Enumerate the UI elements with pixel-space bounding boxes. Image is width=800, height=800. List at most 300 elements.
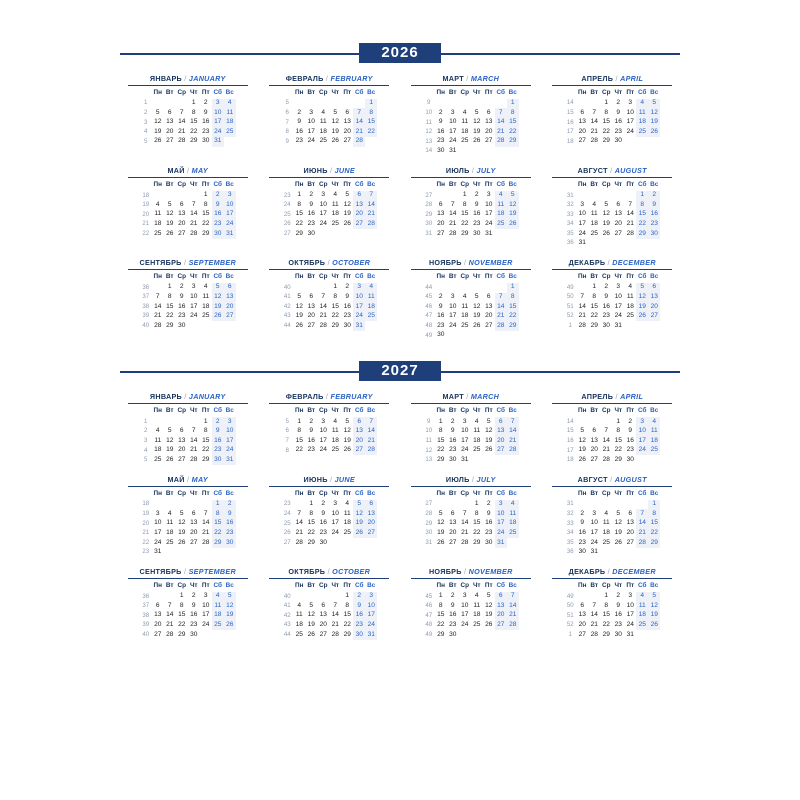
day-cell[interactable]: 24 (578, 229, 586, 237)
day-cell[interactable]: 1 (604, 99, 609, 107)
day-cell[interactable]: 9 (179, 293, 184, 300)
day-cell[interactable]: 18 (331, 210, 339, 218)
day-cell[interactable]: 2 (224, 500, 236, 510)
day-cell[interactable]: 24 (224, 220, 236, 230)
day-cell[interactable]: 28 (590, 137, 598, 145)
day-cell[interactable]: 27 (590, 455, 598, 463)
day-cell[interactable]: 23 (602, 312, 610, 320)
day-cell[interactable]: 7 (321, 293, 326, 300)
day-cell[interactable]: 13 (353, 200, 365, 210)
day-cell[interactable]: 21 (190, 446, 198, 454)
day-cell[interactable]: 22 (437, 446, 445, 454)
day-cell[interactable]: 21 (331, 621, 339, 629)
day-cell[interactable]: 1 (474, 500, 479, 508)
day-cell[interactable]: 2 (450, 417, 455, 425)
day-cell[interactable]: 3 (636, 417, 648, 427)
day-cell[interactable]: 11 (202, 293, 210, 300)
day-cell[interactable]: 5 (507, 191, 519, 201)
day-cell[interactable]: 30 (307, 229, 315, 237)
day-cell[interactable]: 30 (449, 630, 457, 638)
day-cell[interactable]: 23 (473, 220, 481, 228)
day-cell[interactable]: 20 (485, 127, 493, 135)
day-cell[interactable]: 23 (614, 127, 622, 135)
day-cell[interactable]: 25 (590, 229, 598, 237)
day-cell[interactable]: 19 (212, 302, 224, 312)
day-cell[interactable]: 29 (202, 229, 210, 237)
day-cell[interactable]: 12 (295, 302, 303, 310)
day-cell[interactable]: 30 (353, 630, 365, 640)
day-cell[interactable]: 16 (485, 519, 493, 527)
day-cell[interactable]: 4 (333, 417, 338, 425)
day-cell[interactable]: 6 (495, 417, 507, 427)
day-cell[interactable]: 5 (486, 592, 491, 600)
day-cell[interactable]: 1 (345, 592, 350, 600)
day-cell[interactable]: 5 (648, 99, 660, 109)
day-cell[interactable]: 17 (154, 528, 162, 536)
day-cell[interactable]: 8 (462, 200, 467, 208)
day-cell[interactable]: 13 (178, 436, 186, 444)
day-cell[interactable]: 3 (628, 592, 633, 600)
day-cell[interactable]: 16 (626, 436, 634, 444)
day-cell[interactable]: 19 (648, 118, 660, 128)
day-cell[interactable]: 15 (166, 302, 174, 310)
day-cell[interactable]: 19 (602, 220, 610, 228)
day-cell[interactable]: 23 (648, 220, 660, 230)
day-cell[interactable]: 5 (224, 592, 236, 602)
day-cell[interactable]: 26 (166, 229, 174, 237)
day-cell[interactable]: 27 (190, 538, 198, 546)
day-cell[interactable]: 24 (626, 621, 634, 629)
day-cell[interactable]: 26 (307, 630, 315, 638)
day-cell[interactable]: 28 (495, 321, 507, 331)
day-cell[interactable]: 30 (212, 229, 224, 239)
day-cell[interactable]: 27 (353, 446, 365, 456)
day-cell[interactable]: 22 (507, 127, 519, 137)
day-cell[interactable]: 17 (461, 611, 469, 619)
day-cell[interactable]: 4 (474, 592, 479, 600)
day-cell[interactable]: 15 (202, 210, 210, 218)
day-cell[interactable]: 8 (507, 293, 519, 303)
day-cell[interactable]: 1 (438, 417, 443, 425)
day-cell[interactable]: 18 (507, 519, 519, 529)
day-cell[interactable]: 8 (179, 601, 184, 609)
day-cell[interactable]: 20 (437, 220, 445, 228)
day-cell[interactable]: 27 (353, 220, 365, 230)
day-cell[interactable]: 11 (636, 601, 648, 611)
day-cell[interactable]: 10 (365, 601, 377, 611)
day-cell[interactable]: 20 (590, 446, 598, 454)
day-cell[interactable]: 15 (437, 436, 445, 444)
day-cell[interactable]: 5 (648, 592, 660, 602)
day-cell[interactable]: 24 (154, 538, 162, 546)
day-cell[interactable]: 23 (224, 528, 236, 538)
day-cell[interactable]: 19 (343, 210, 351, 218)
day-cell[interactable]: 4 (345, 500, 350, 508)
day-cell[interactable]: 16 (319, 519, 327, 527)
day-cell[interactable]: 26 (166, 455, 174, 463)
day-cell[interactable]: 18 (636, 118, 648, 128)
day-cell[interactable]: 5 (297, 293, 302, 300)
day-cell[interactable]: 3 (450, 108, 455, 116)
day-cell[interactable]: 22 (473, 528, 481, 536)
day-cell[interactable]: 11 (365, 293, 377, 303)
day-cell[interactable]: 13 (449, 519, 457, 527)
day-cell[interactable]: 25 (154, 455, 162, 463)
day-cell[interactable]: 9 (604, 293, 609, 300)
day-cell[interactable]: 31 (224, 455, 236, 465)
day-cell[interactable]: 6 (592, 427, 597, 435)
day-cell[interactable]: 21 (449, 220, 457, 228)
day-cell[interactable]: 7 (628, 200, 633, 208)
day-cell[interactable]: 24 (495, 528, 507, 538)
day-cell[interactable]: 22 (365, 127, 377, 137)
day-cell[interactable]: 25 (473, 621, 481, 629)
day-cell[interactable]: 12 (178, 519, 186, 527)
day-cell[interactable]: 19 (307, 621, 315, 629)
day-cell[interactable]: 25 (343, 528, 351, 536)
day-cell[interactable]: 27 (307, 321, 315, 329)
day-cell[interactable]: 30 (614, 630, 622, 638)
day-cell[interactable]: 12 (343, 200, 351, 208)
day-cell[interactable]: 31 (590, 548, 598, 556)
day-cell[interactable]: 2 (345, 283, 350, 291)
day-cell[interactable]: 16 (224, 519, 236, 529)
day-cell[interactable]: 15 (461, 210, 469, 218)
day-cell[interactable]: 2 (353, 592, 365, 602)
day-cell[interactable]: 6 (486, 108, 491, 116)
day-cell[interactable]: 20 (614, 220, 622, 228)
day-cell[interactable]: 24 (365, 621, 377, 631)
day-cell[interactable]: 24 (202, 621, 210, 629)
day-cell[interactable]: 25 (495, 220, 507, 230)
day-cell[interactable]: 7 (507, 417, 519, 427)
day-cell[interactable]: 10 (590, 519, 598, 527)
day-cell[interactable]: 29 (461, 229, 469, 237)
day-cell[interactable]: 22 (602, 127, 610, 135)
day-cell[interactable]: 14 (507, 601, 519, 611)
day-cell[interactable]: 25 (626, 312, 634, 320)
day-cell[interactable]: 12 (353, 509, 365, 519)
day-cell[interactable]: 16 (202, 118, 210, 126)
day-cell[interactable]: 19 (178, 528, 186, 536)
day-cell[interactable]: 1 (297, 417, 302, 425)
day-cell[interactable]: 18 (473, 436, 481, 444)
day-cell[interactable]: 20 (648, 302, 660, 312)
day-cell[interactable]: 9 (580, 519, 585, 527)
day-cell[interactable]: 22 (590, 312, 598, 320)
day-cell[interactable]: 3 (212, 99, 224, 109)
day-cell[interactable]: 30 (202, 137, 210, 145)
day-cell[interactable]: 11 (473, 427, 481, 435)
day-cell[interactable]: 11 (295, 611, 303, 619)
day-cell[interactable]: 2 (580, 509, 585, 517)
day-cell[interactable]: 4 (474, 417, 479, 425)
day-cell[interactable]: 12 (343, 427, 351, 435)
day-cell[interactable]: 9 (309, 427, 314, 435)
day-cell[interactable]: 9 (616, 108, 621, 116)
day-cell[interactable]: 8 (648, 509, 660, 519)
day-cell[interactable]: 23 (437, 137, 445, 145)
day-cell[interactable]: 17 (578, 220, 586, 228)
day-cell[interactable]: 8 (592, 293, 597, 300)
day-cell[interactable]: 24 (307, 137, 315, 145)
day-cell[interactable]: 14 (590, 118, 598, 126)
day-cell[interactable]: 28 (495, 137, 507, 147)
day-cell[interactable]: 4 (628, 283, 633, 291)
day-cell[interactable]: 7 (155, 293, 160, 300)
day-cell[interactable]: 5 (486, 417, 491, 425)
day-cell[interactable]: 12 (473, 118, 481, 126)
day-cell[interactable]: 26 (331, 137, 339, 145)
day-cell[interactable]: 3 (191, 283, 196, 291)
day-cell[interactable]: 24 (331, 528, 339, 536)
day-cell[interactable]: 9 (203, 108, 208, 116)
day-cell[interactable]: 6 (345, 108, 350, 116)
day-cell[interactable]: 31 (461, 455, 469, 463)
day-cell[interactable]: 23 (190, 621, 198, 629)
day-cell[interactable]: 20 (190, 528, 198, 536)
day-cell[interactable]: 30 (626, 455, 634, 463)
day-cell[interactable]: 28 (202, 538, 210, 546)
day-cell[interactable]: 10 (212, 108, 224, 118)
day-cell[interactable]: 6 (438, 200, 443, 208)
day-cell[interactable]: 26 (507, 220, 519, 230)
day-cell[interactable]: 25 (461, 321, 469, 329)
day-cell[interactable]: 14 (590, 611, 598, 619)
day-cell[interactable]: 8 (345, 601, 350, 609)
day-cell[interactable]: 15 (602, 118, 610, 126)
day-cell[interactable]: 30 (224, 538, 236, 548)
day-cell[interactable]: 23 (307, 446, 315, 454)
day-cell[interactable]: 2 (309, 191, 314, 199)
day-cell[interactable]: 10 (461, 601, 469, 609)
day-cell[interactable]: 13 (178, 210, 186, 218)
day-cell[interactable]: 15 (590, 302, 598, 310)
day-cell[interactable]: 12 (578, 436, 586, 444)
day-cell[interactable]: 28 (602, 455, 610, 463)
day-cell[interactable]: 28 (590, 630, 598, 638)
day-cell[interactable]: 5 (167, 427, 172, 435)
day-cell[interactable]: 7 (636, 509, 648, 519)
day-cell[interactable]: 29 (648, 538, 660, 548)
day-cell[interactable]: 22 (295, 446, 303, 454)
day-cell[interactable]: 1 (604, 592, 609, 600)
day-cell[interactable]: 29 (178, 630, 186, 638)
day-cell[interactable]: 28 (507, 621, 519, 631)
day-cell[interactable]: 31 (154, 548, 162, 556)
day-cell[interactable]: 25 (648, 446, 660, 456)
day-cell[interactable]: 27 (578, 630, 586, 638)
day-cell[interactable]: 9 (297, 118, 302, 126)
day-cell[interactable]: 16 (648, 210, 660, 220)
day-cell[interactable]: 11 (154, 436, 162, 444)
day-cell[interactable]: 17 (626, 118, 634, 126)
day-cell[interactable]: 21 (295, 528, 303, 536)
day-cell[interactable]: 7 (604, 427, 609, 435)
day-cell[interactable]: 28 (365, 220, 377, 230)
day-cell[interactable]: 20 (353, 210, 365, 220)
day-cell[interactable]: 4 (333, 191, 338, 199)
day-cell[interactable]: 15 (212, 519, 224, 529)
day-cell[interactable]: 4 (321, 108, 326, 116)
day-cell[interactable]: 10 (190, 293, 198, 300)
day-cell[interactable]: 26 (602, 229, 610, 237)
day-cell[interactable]: 6 (495, 592, 507, 602)
day-cell[interactable]: 31 (626, 630, 634, 638)
day-cell[interactable]: 22 (437, 621, 445, 629)
day-cell[interactable]: 10 (449, 118, 457, 126)
day-cell[interactable]: 25 (202, 312, 210, 320)
day-cell[interactable]: 10 (224, 200, 236, 210)
day-cell[interactable]: 14 (365, 200, 377, 210)
day-cell[interactable]: 3 (628, 99, 633, 107)
day-cell[interactable]: 12 (636, 293, 648, 303)
day-cell[interactable]: 14 (190, 210, 198, 218)
day-cell[interactable]: 29 (507, 321, 519, 331)
day-cell[interactable]: 7 (365, 417, 377, 427)
day-cell[interactable]: 5 (167, 200, 172, 208)
day-cell[interactable]: 28 (166, 630, 174, 638)
day-cell[interactable]: 18 (343, 519, 351, 527)
day-cell[interactable]: 12 (614, 519, 622, 527)
day-cell[interactable]: 29 (590, 321, 598, 329)
day-cell[interactable]: 17 (319, 210, 327, 218)
day-cell[interactable]: 5 (616, 509, 621, 517)
day-cell[interactable]: 27 (626, 538, 634, 546)
day-cell[interactable]: 4 (495, 191, 507, 201)
day-cell[interactable]: 4 (636, 592, 648, 602)
day-cell[interactable]: 10 (353, 293, 365, 303)
day-cell[interactable]: 9 (628, 427, 633, 435)
day-cell[interactable]: 28 (365, 446, 377, 456)
day-cell[interactable]: 4 (604, 509, 609, 517)
day-cell[interactable]: 21 (495, 312, 507, 322)
day-cell[interactable]: 30 (449, 455, 457, 463)
day-cell[interactable]: 14 (295, 519, 303, 527)
day-cell[interactable]: 17 (307, 127, 315, 135)
day-cell[interactable]: 4 (507, 500, 519, 510)
day-cell[interactable]: 8 (438, 601, 443, 609)
day-cell[interactable]: 16 (473, 210, 481, 218)
day-cell[interactable]: 7 (592, 601, 597, 609)
day-cell[interactable]: 4 (212, 592, 224, 602)
day-cell[interactable]: 29 (343, 630, 351, 638)
day-cell[interactable]: 11 (461, 302, 469, 310)
day-cell[interactable]: 30 (319, 538, 327, 546)
day-cell[interactable]: 10 (202, 601, 210, 609)
day-cell[interactable]: 1 (333, 283, 338, 291)
day-cell[interactable]: 21 (495, 127, 507, 137)
day-cell[interactable]: 16 (614, 118, 622, 126)
day-cell[interactable]: 18 (154, 220, 162, 228)
day-cell[interactable]: 25 (602, 538, 610, 546)
day-cell[interactable]: 22 (343, 621, 351, 629)
day-cell[interactable]: 13 (485, 302, 493, 310)
day-cell[interactable]: 15 (507, 118, 519, 128)
day-cell[interactable]: 6 (155, 601, 160, 609)
day-cell[interactable]: 14 (154, 302, 162, 310)
day-cell[interactable]: 28 (154, 321, 162, 329)
day-cell[interactable]: 19 (473, 127, 481, 135)
day-cell[interactable]: 11 (343, 509, 351, 517)
day-cell[interactable]: 18 (224, 118, 236, 128)
day-cell[interactable]: 11 (331, 427, 339, 435)
day-cell[interactable]: 13 (495, 601, 507, 611)
day-cell[interactable]: 24 (614, 312, 622, 320)
day-cell[interactable]: 4 (297, 601, 302, 609)
day-cell[interactable]: 17 (461, 436, 469, 444)
day-cell[interactable]: 20 (319, 621, 327, 629)
day-cell[interactable]: 30 (614, 137, 622, 145)
day-cell[interactable]: 20 (365, 519, 377, 529)
day-cell[interactable]: 13 (437, 210, 445, 218)
day-cell[interactable]: 9 (486, 509, 491, 517)
day-cell[interactable]: 27 (319, 630, 327, 638)
day-cell[interactable]: 15 (295, 210, 303, 218)
day-cell[interactable]: 23 (202, 127, 210, 135)
day-cell[interactable]: 13 (190, 519, 198, 527)
day-cell[interactable]: 30 (485, 538, 493, 546)
day-cell[interactable]: 22 (636, 220, 648, 230)
day-cell[interactable]: 8 (212, 509, 224, 519)
day-cell[interactable]: 29 (295, 229, 303, 237)
day-cell[interactable]: 25 (636, 621, 648, 631)
day-cell[interactable]: 20 (154, 621, 162, 629)
day-cell[interactable]: 9 (438, 302, 443, 310)
day-cell[interactable]: 15 (507, 302, 519, 312)
day-cell[interactable]: 4 (462, 293, 467, 300)
day-cell[interactable]: 24 (461, 446, 469, 454)
day-cell[interactable]: 28 (461, 538, 469, 546)
day-cell[interactable]: 12 (648, 601, 660, 611)
day-cell[interactable]: 16 (437, 312, 445, 320)
day-cell[interactable]: 21 (190, 220, 198, 228)
day-cell[interactable]: 29 (636, 229, 648, 239)
day-cell[interactable]: 20 (578, 621, 586, 629)
day-cell[interactable]: 2 (474, 191, 479, 199)
day-cell[interactable]: 4 (365, 283, 377, 293)
day-cell[interactable]: 13 (614, 210, 622, 218)
day-cell[interactable]: 30 (437, 147, 445, 155)
day-cell[interactable]: 28 (507, 446, 519, 456)
day-cell[interactable]: 23 (343, 312, 351, 320)
day-cell[interactable]: 19 (437, 528, 445, 536)
day-cell[interactable]: 8 (297, 200, 302, 208)
day-cell[interactable]: 9 (648, 200, 660, 210)
day-cell[interactable]: 15 (190, 118, 198, 126)
day-cell[interactable]: 3 (353, 283, 365, 293)
day-cell[interactable]: 6 (450, 509, 455, 517)
day-cell[interactable]: 2 (604, 283, 609, 291)
day-cell[interactable]: 2 (321, 500, 326, 508)
day-cell[interactable]: 9 (345, 293, 350, 300)
day-cell[interactable]: 13 (365, 509, 377, 519)
day-cell[interactable]: 10 (614, 293, 622, 300)
day-cell[interactable]: 18 (626, 302, 634, 310)
day-cell[interactable]: 1 (365, 99, 377, 109)
day-cell[interactable]: 14 (495, 302, 507, 312)
day-cell[interactable]: 8 (616, 427, 621, 435)
day-cell[interactable]: 29 (212, 538, 224, 548)
day-cell[interactable]: 19 (295, 312, 303, 320)
day-cell[interactable]: 3 (580, 200, 585, 208)
day-cell[interactable]: 2 (309, 417, 314, 425)
day-cell[interactable]: 24 (449, 321, 457, 329)
day-cell[interactable]: 12 (307, 611, 315, 619)
day-cell[interactable]: 14 (190, 436, 198, 444)
day-cell[interactable]: 26 (614, 538, 622, 546)
day-cell[interactable]: 6 (353, 191, 365, 201)
